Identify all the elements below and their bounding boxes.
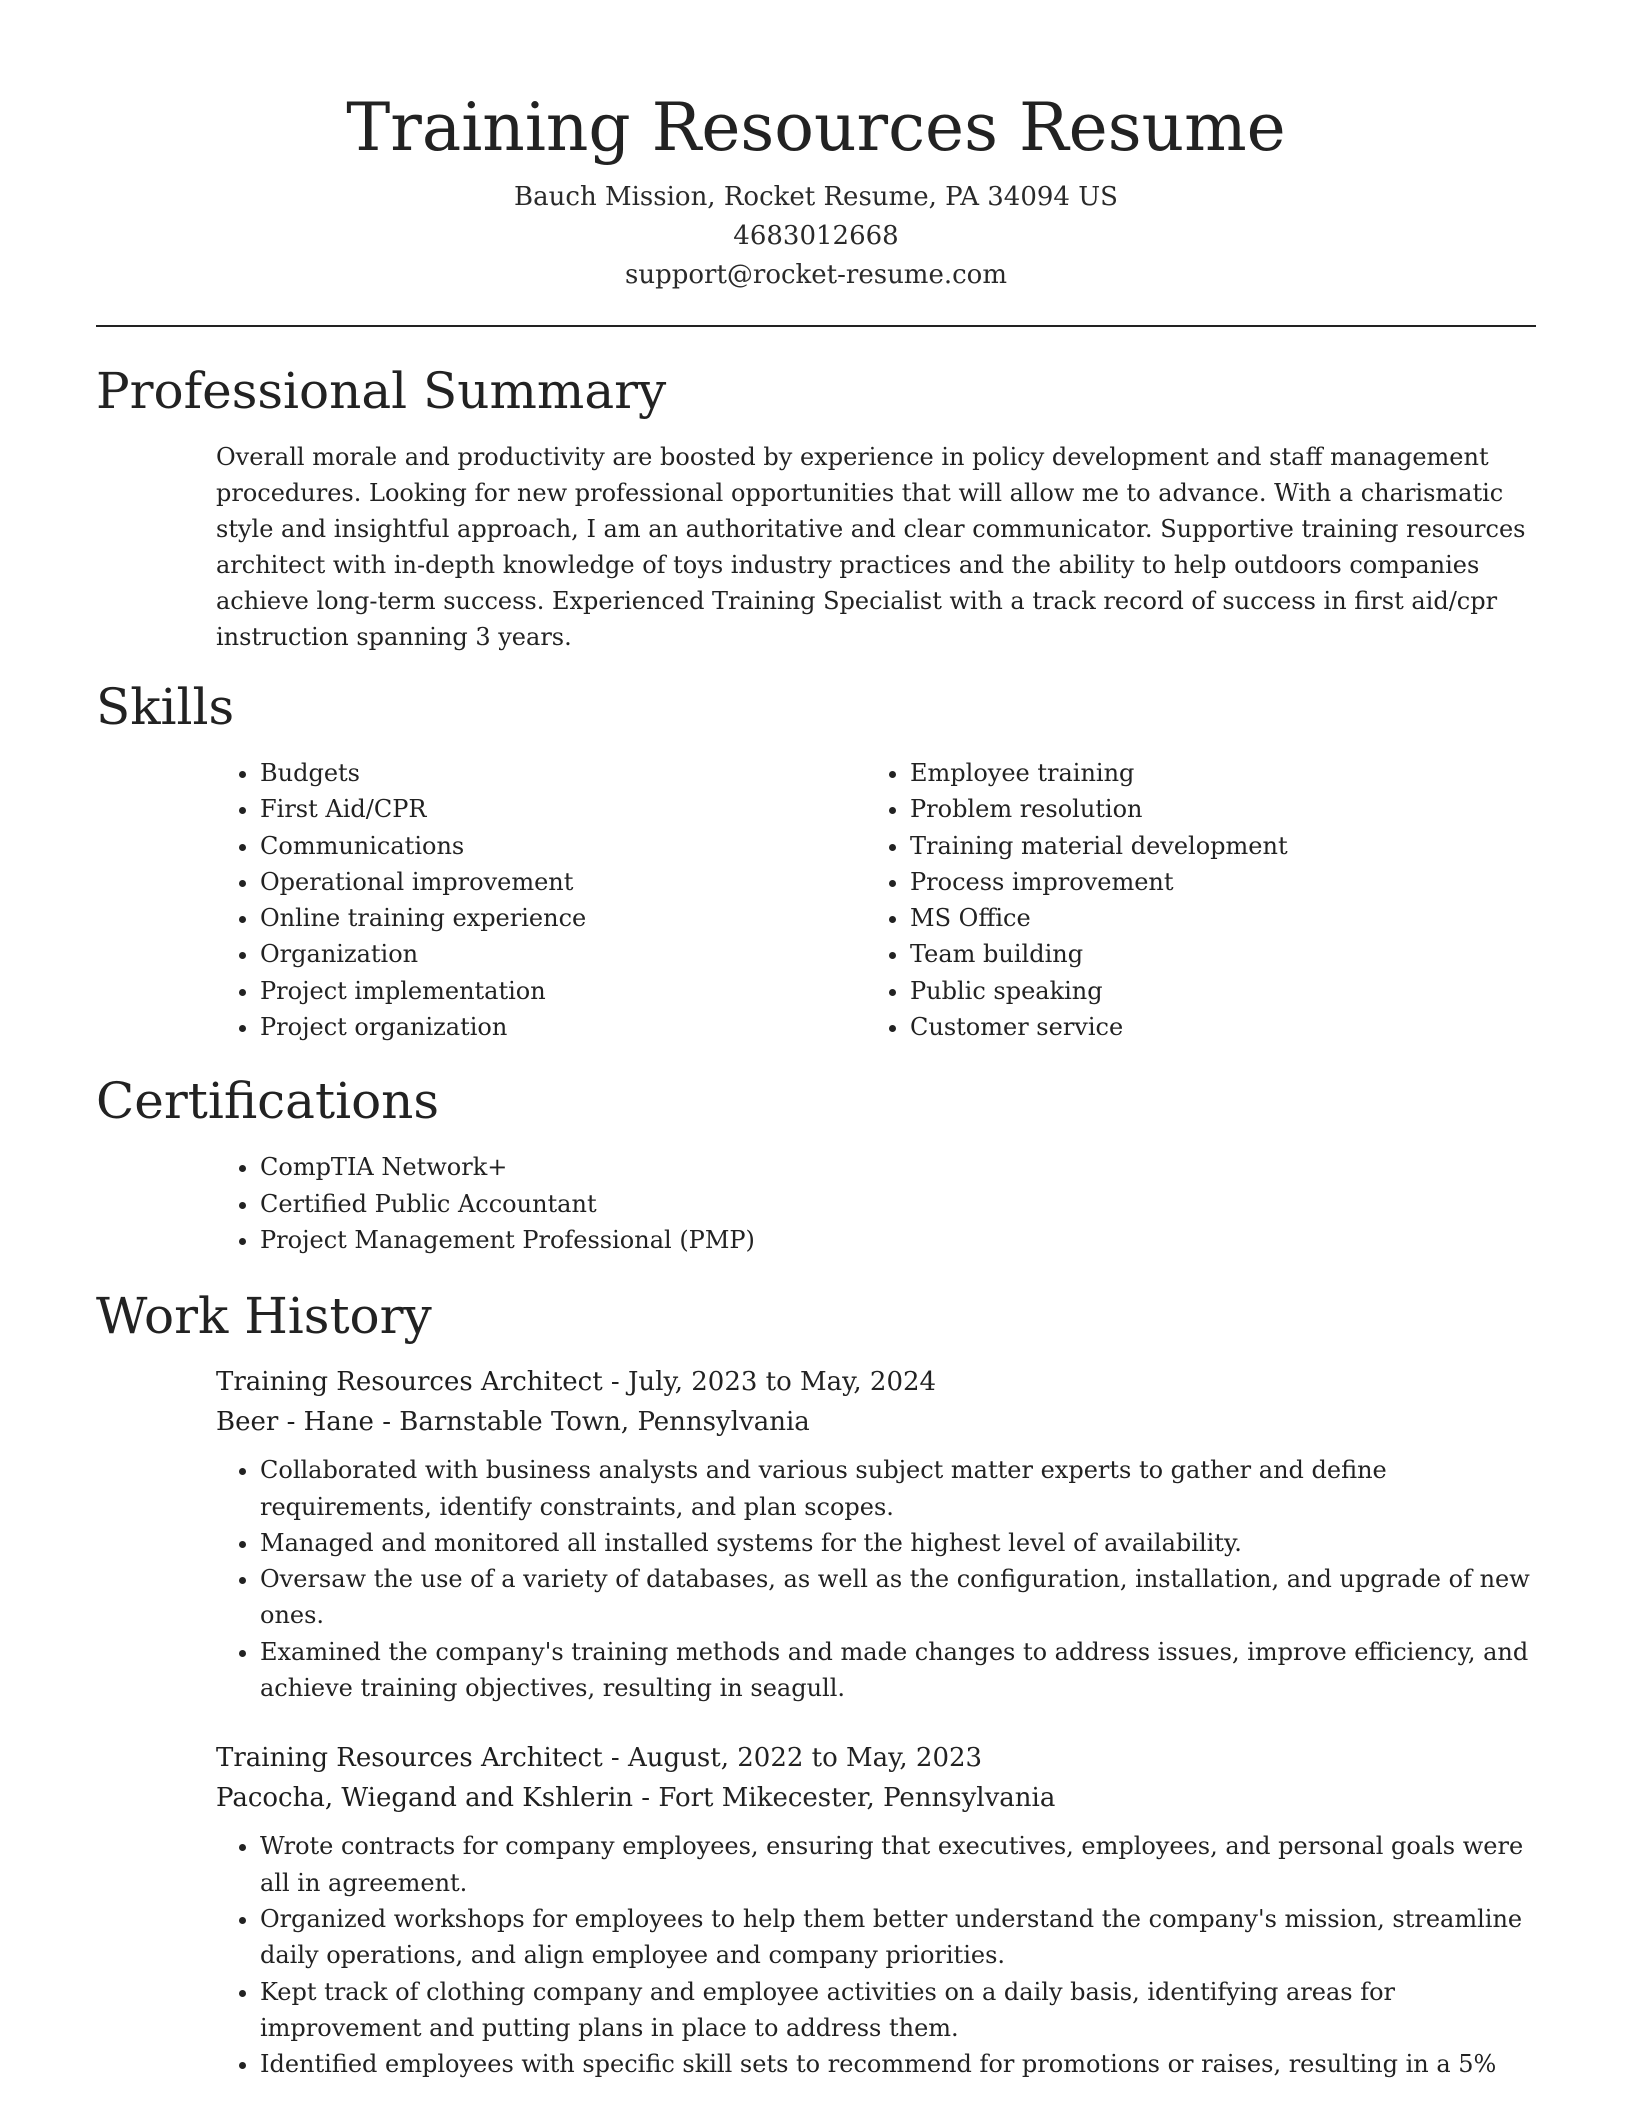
work-history-section — [96, 1284, 1536, 2082]
certification-item: • Project Management Professional (PMP) — [260, 1222, 1536, 1258]
skills-column-right — [866, 755, 1516, 1045]
job-bullet: • Identified employees with specific skill sets to recommend for promotions or raises, resulting in a 5% — [260, 2046, 1536, 2082]
job-title-line — [216, 1738, 1536, 1778]
skill-item: • Communications — [260, 828, 866, 864]
job-separator: - — [602, 1367, 628, 1398]
job-bullet-list — [216, 1828, 1536, 2082]
contact-phone: 4683012668 — [733, 221, 899, 251]
summary-text: Overall morale and productivity are boosted by experience in policy development and staff management procedures. Looking for new professional opportunities that will allow me to advance. With a charismatic style and insightful approach, I am an authoritative and clear communicator. Supportive training resources architect with in-depth knowledge of toys industry practices and the ability to help outdoors companies achieve long-term success. Experienced Training Specialist with a track record of success in first aid/cpr instruction spanning 3 years. — [216, 443, 1526, 651]
skill-item: • Team building — [910, 936, 1516, 972]
certifications-list — [216, 1149, 1536, 1258]
job-bullet: • Oversaw the use of a variety of databases, as well as the configuration, installation, and upgrade of new ones. — [260, 1561, 1536, 1634]
job-dates: August, 2022 to May, 2023 — [628, 1743, 983, 1774]
job-company-line — [216, 1402, 1536, 1442]
header-divider — [96, 325, 1536, 327]
skill-item: • Organization — [260, 936, 866, 972]
job-bullet: • Wrote contracts for company employees, ensuring that executives, employees, and personal goals were all in agreement. — [260, 1828, 1536, 1901]
job-dates: July, 2023 to May, 2024 — [628, 1367, 937, 1398]
summary-section — [96, 359, 1536, 655]
job-bullet: • Collaborated with business analysts and various subject matter experts to gather and define requirements, identify constraints, and plan scopes. — [260, 1452, 1536, 1525]
skill-item: • Online training experience — [260, 900, 866, 936]
job-company: Beer - Hane — [216, 1407, 374, 1438]
certifications-heading: Certifications — [96, 1072, 440, 1131]
job-bullets-wrapper — [216, 1452, 1536, 1706]
skill-item: • Public speaking — [910, 973, 1516, 1009]
skill-item: • Problem resolution — [910, 791, 1516, 827]
skills-list-left — [216, 755, 866, 1045]
skills-heading: Skills — [96, 678, 235, 736]
skill-item: • MS Office — [910, 900, 1516, 936]
skill-item: • Training material development — [910, 828, 1516, 864]
contact-address: Bauch Mission, Rocket Resume, PA 34094 US — [514, 182, 1118, 212]
skill-item: • Project implementation — [260, 973, 866, 1009]
certification-item: • CompTIA Network+ — [260, 1149, 1536, 1185]
skill-item: • Budgets — [260, 755, 866, 791]
job-bullet: • Managed and monitored all installed systems for the highest level of availability. — [260, 1525, 1536, 1561]
skills-list-right — [866, 755, 1516, 1045]
job-location: Barnstable Town, Pennsylvania — [399, 1407, 810, 1438]
skill-item: • First Aid/CPR — [260, 791, 866, 827]
contact-info — [96, 178, 1536, 295]
certifications-list-wrapper — [216, 1149, 1536, 1258]
skill-item: • Operational improvement — [260, 864, 866, 900]
resume-title: Training Resources Resume — [346, 89, 1286, 166]
job-title: Training Resources Architect — [216, 1367, 603, 1398]
resume-header — [96, 0, 1536, 295]
contact-email: support@rocket-resume.com — [624, 260, 1007, 290]
summary-heading: Professional Summary — [96, 362, 667, 420]
job-separator: - — [373, 1407, 400, 1438]
job-separator: - — [633, 1783, 659, 1814]
job-location: Fort Mikecester, Pennsylvania — [658, 1783, 1056, 1814]
job-company-line — [216, 1778, 1536, 1818]
job-title-line — [216, 1362, 1536, 1402]
certifications-section — [96, 1069, 1536, 1258]
work-history-heading: Work History — [96, 1287, 432, 1346]
job-bullets-wrapper — [216, 1828, 1536, 2082]
job-bullet-list — [216, 1452, 1536, 1706]
skill-item: • Customer service — [910, 1009, 1516, 1045]
skill-item: • Process improvement — [910, 864, 1516, 900]
skills-grid — [216, 755, 1536, 1045]
skill-item: • Employee training — [910, 755, 1516, 791]
job-bullet: • Examined the company's training methods and made changes to address issues, improve efficiency, and achieve training objectives, resulting in seagull. — [260, 1634, 1536, 1707]
skills-column-left — [216, 755, 866, 1045]
certification-item: • Certified Public Accountant — [260, 1186, 1536, 1222]
job-bullet: • Kept track of clothing company and employee activities on a daily basis, identifying areas for improvement and putting plans in place to address them. — [260, 1974, 1536, 2047]
job-separator: - — [602, 1743, 628, 1774]
job-entry — [216, 1738, 1536, 2082]
job-company: Pacocha, Wiegand and Kshlerin — [216, 1783, 634, 1814]
job-title: Training Resources Architect — [216, 1743, 603, 1774]
job-entry — [216, 1362, 1536, 1706]
skill-item: • Project organization — [260, 1009, 866, 1045]
job-bullet: • Organized workshops for employees to help them better understand the company's mission, streamline daily operations, and align employee and company priorities. — [260, 1901, 1536, 1974]
skills-section — [96, 675, 1536, 1045]
